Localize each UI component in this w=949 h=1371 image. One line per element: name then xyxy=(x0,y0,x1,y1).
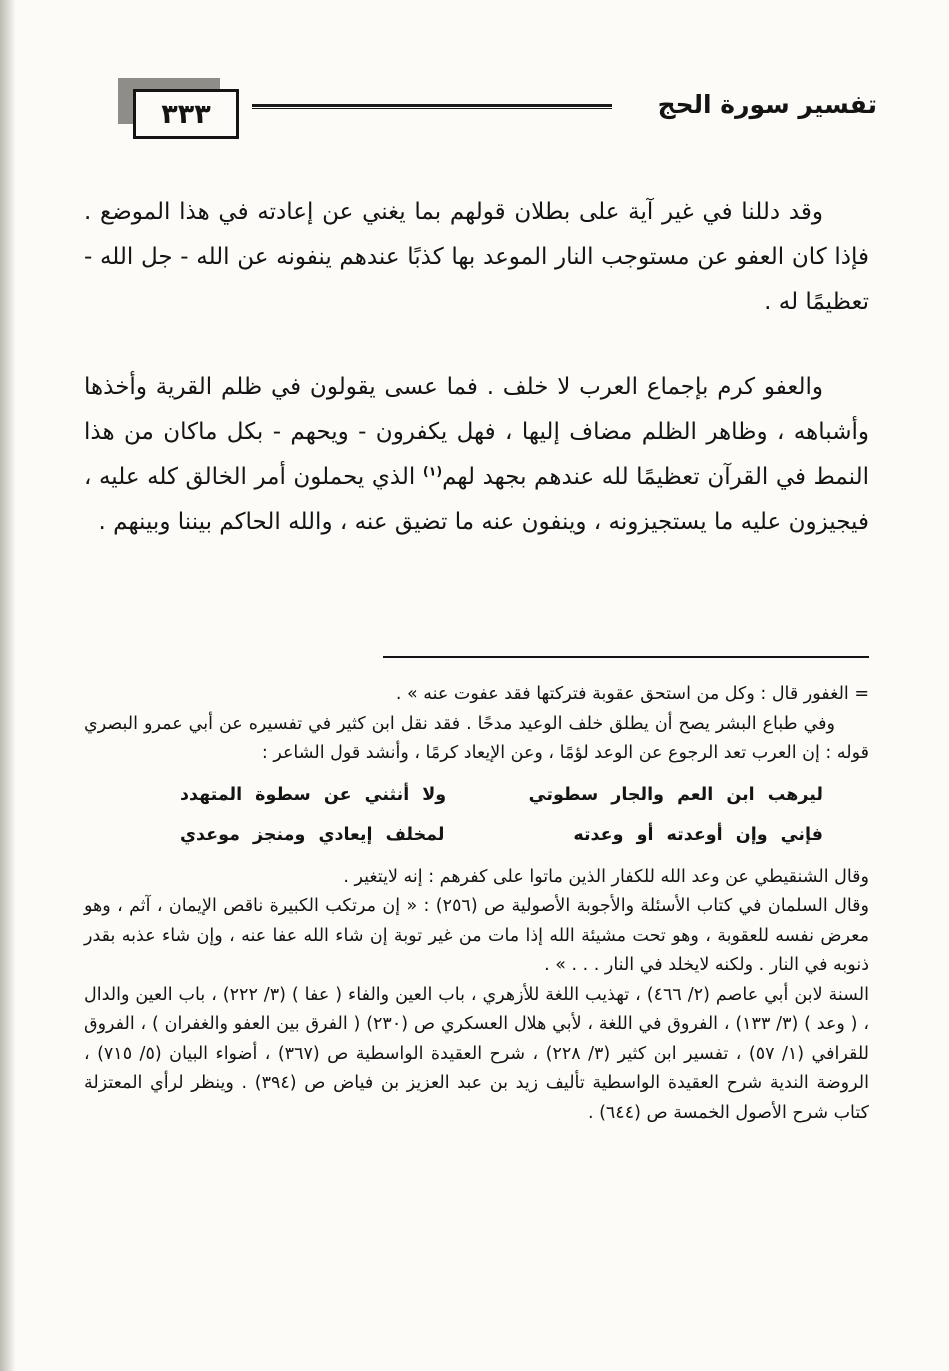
header-title: تفسير سورة الحج xyxy=(657,90,877,119)
body-paragraph-2-text: والعفو كرم بإجماع العرب لا خلف . فما عسى يقولون في ظلم القرية وأخذها وأشباهه ، وظاهر الظلم مضاف إليها ، فهل يكفرون - ويحهم - بكل ماكان من هذا النمط في القرآن تعظيمًا لله عندهم بجهد لهم xyxy=(84,374,869,490)
verse-2-left-hemistich: لمخلف إيعادي ومنجز موعدي xyxy=(180,824,445,845)
main-text xyxy=(84,190,869,585)
footnote-continuation-line: = الغفور قال : وكل من استحق عقوبة فتركتها فقد عفوت عنه » . xyxy=(395,684,869,704)
footnote-salman-paragraph: وقال السلمان في كتاب الأسئلة والأجوبة الأصولية ص (٢٥٦) : « إن مرتكب الكبيرة ناقص الإيمان ، آثم ، وهو معرض نفسه للعقوبة ، وهو تحت مشيئة الله إذا مات من غير توبة إن شاء الله عفا عنه ، وإن شاء عذبه بقدر ذنوبه في النار . ولكنه لايخلد في النار . . . » . xyxy=(84,896,869,975)
body-paragraph-2 xyxy=(84,365,869,545)
footnote-separator xyxy=(383,656,869,658)
footnote-intro-paragraph: وفي طباع البشر يصح أن يطلق خلف الوعيد مدحًا . فقد نقل ابن كثير في تفسيره عن أبي عمرو البصري قوله : إن العرب تعد الرجوع عن الوعد لؤمًا ، وعن الإيعاد كرمًا ، وأنشد قول الشاعر : xyxy=(84,713,869,763)
footnote-references-paragraph: السنة لابن أبي عاصم (٢/ ٤٦٦) ، تهذيب اللغة للأزهري ، باب العين والفاء ( عفا ) (٣/ ٢٢٢) ، باب العين والدال ، ( وعد ) (٣/ ١٣٣) ، الفروق في اللغة ، لأبي هلال العسكري ص (٢٣٠) ( الفرق بين العفو والغفران ) ، الفروق للقرافي (١/ ٥٧) ، تفسير ابن كثير (٣/ ٢٢٨) ، شرح العقيدة الواسطية ص (٣٦٧) ، أضواء البيان (٥/ ٧١٥) ، الروضة الندية شرح العقيدة الواسطية تأليف زيد بن عبد العزيز بن فياض ص (٣٩٤) . وينظر لرأي المعتزلة كتاب شرح الأصول الخمسة ص (٦٤٤) . xyxy=(84,984,869,1123)
page-number-box xyxy=(133,89,239,139)
verse-1-right-hemistich: ليرهب ابن العم والجار سطوتي xyxy=(528,784,823,805)
body-paragraph-1: وقد دللنا في غير آية على بطلان قولهم بما يغني عن إعادته في هذا الموضع . فإذا كان العفو عن مستوجب النار الموعد بها كذبًا عندهم ينفونه عن الله - جل الله - تعظيمًا له . xyxy=(84,199,869,315)
footnotes-section xyxy=(84,680,869,1128)
verse-1-left-hemistich: ولا أنثني عن سطوة المتهدد xyxy=(180,784,447,805)
poetry-block xyxy=(84,775,869,855)
footnote-shanqiti-paragraph: وقال الشنقيطي عن وعد الله للكفار الذين ماتوا على كفرهم : إنه لايتغير . xyxy=(343,866,869,887)
poetry-verse-2 xyxy=(180,815,823,855)
header-rule xyxy=(252,104,612,109)
body-paragraph-2-continuation: الذي يحملون أمر الخالق كله عليه ، فيجيزون عليه ما يستجيزونه ، وينفون عنه ما تضيق عنه ، والله الحاكم بيننا وبينهم . xyxy=(84,464,869,535)
footnote-marker-1: (١) xyxy=(422,463,443,479)
page-number: ٣٣٣ xyxy=(161,98,211,130)
poetry-verse-1 xyxy=(180,775,823,815)
verse-2-right-hemistich: فإني وإن أوعدته أو وعدته xyxy=(573,824,823,845)
scan-edge-shading xyxy=(0,0,16,1371)
